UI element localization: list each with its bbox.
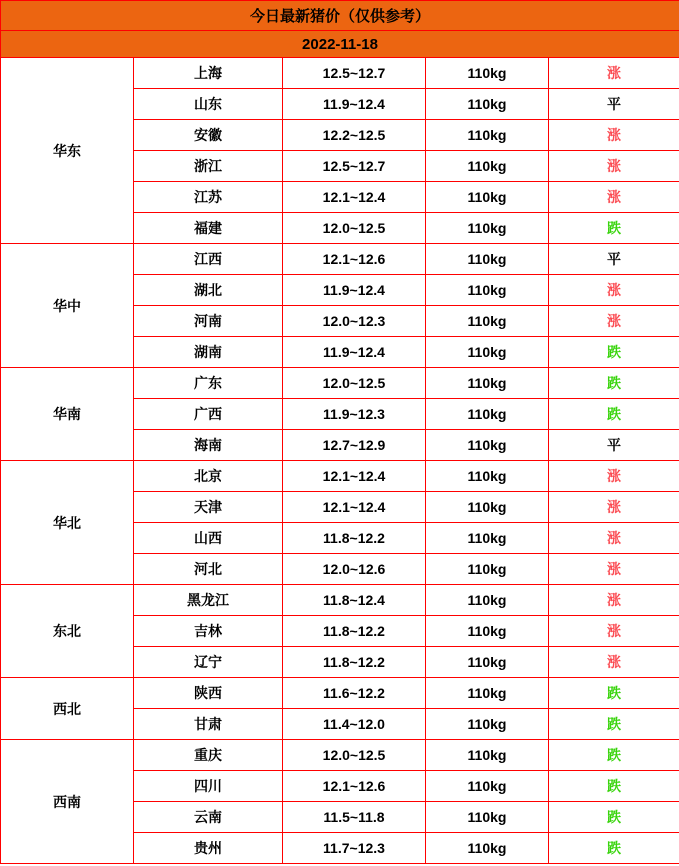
trend-cell: 涨 bbox=[549, 554, 679, 585]
price-cell: 12.0~12.6 bbox=[283, 554, 426, 585]
region-cell: 西南 bbox=[1, 740, 134, 864]
weight-cell: 110kg bbox=[426, 58, 549, 89]
price-cell: 12.2~12.5 bbox=[283, 120, 426, 151]
province-cell: 安徽 bbox=[134, 120, 283, 151]
weight-cell: 110kg bbox=[426, 151, 549, 182]
province-cell: 山西 bbox=[134, 523, 283, 554]
province-cell: 吉林 bbox=[134, 616, 283, 647]
province-cell: 陕西 bbox=[134, 678, 283, 709]
weight-cell: 110kg bbox=[426, 213, 549, 244]
trend-cell: 涨 bbox=[549, 306, 679, 337]
province-cell: 辽宁 bbox=[134, 647, 283, 678]
table-row bbox=[1, 740, 679, 771]
province-cell: 甘肃 bbox=[134, 709, 283, 740]
trend-cell: 涨 bbox=[549, 151, 679, 182]
weight-cell: 110kg bbox=[426, 709, 549, 740]
trend-cell: 涨 bbox=[549, 523, 679, 554]
weight-cell: 110kg bbox=[426, 244, 549, 275]
price-cell: 12.1~12.6 bbox=[283, 771, 426, 802]
weight-cell: 110kg bbox=[426, 833, 549, 864]
weight-cell: 110kg bbox=[426, 89, 549, 120]
province-cell: 北京 bbox=[134, 461, 283, 492]
trend-cell: 平 bbox=[549, 89, 679, 120]
weight-cell: 110kg bbox=[426, 554, 549, 585]
trend-cell: 涨 bbox=[549, 492, 679, 523]
trend-cell: 跌 bbox=[549, 678, 679, 709]
table-row bbox=[1, 461, 679, 492]
province-cell: 江西 bbox=[134, 244, 283, 275]
table-row bbox=[1, 678, 679, 709]
table-date: 2022-11-18 bbox=[1, 31, 679, 58]
price-cell: 11.9~12.3 bbox=[283, 399, 426, 430]
price-cell: 12.1~12.4 bbox=[283, 461, 426, 492]
trend-cell: 跌 bbox=[549, 213, 679, 244]
price-cell: 11.8~12.2 bbox=[283, 523, 426, 554]
region-cell: 华北 bbox=[1, 461, 134, 585]
region-cell: 华南 bbox=[1, 368, 134, 461]
weight-cell: 110kg bbox=[426, 430, 549, 461]
table-title: 今日最新猪价（仅供参考） bbox=[1, 1, 679, 31]
weight-cell: 110kg bbox=[426, 740, 549, 771]
weight-cell: 110kg bbox=[426, 678, 549, 709]
trend-cell: 跌 bbox=[549, 368, 679, 399]
weight-cell: 110kg bbox=[426, 492, 549, 523]
price-cell: 12.0~12.5 bbox=[283, 740, 426, 771]
table-row bbox=[1, 58, 679, 89]
weight-cell: 110kg bbox=[426, 771, 549, 802]
price-cell: 11.9~12.4 bbox=[283, 275, 426, 306]
trend-cell: 跌 bbox=[549, 740, 679, 771]
price-cell: 12.1~12.6 bbox=[283, 244, 426, 275]
province-cell: 贵州 bbox=[134, 833, 283, 864]
province-cell: 重庆 bbox=[134, 740, 283, 771]
region-cell: 西北 bbox=[1, 678, 134, 740]
price-cell: 11.6~12.2 bbox=[283, 678, 426, 709]
province-cell: 湖北 bbox=[134, 275, 283, 306]
price-cell: 12.5~12.7 bbox=[283, 151, 426, 182]
weight-cell: 110kg bbox=[426, 399, 549, 430]
trend-cell: 涨 bbox=[549, 616, 679, 647]
price-cell: 11.8~12.4 bbox=[283, 585, 426, 616]
trend-cell: 涨 bbox=[549, 647, 679, 678]
trend-cell: 跌 bbox=[549, 833, 679, 864]
trend-cell: 跌 bbox=[549, 709, 679, 740]
price-cell: 11.9~12.4 bbox=[283, 89, 426, 120]
price-cell: 12.5~12.7 bbox=[283, 58, 426, 89]
region-cell: 华中 bbox=[1, 244, 134, 368]
province-cell: 海南 bbox=[134, 430, 283, 461]
price-cell: 12.0~12.3 bbox=[283, 306, 426, 337]
province-cell: 广东 bbox=[134, 368, 283, 399]
table-row bbox=[1, 244, 679, 275]
price-cell: 11.7~12.3 bbox=[283, 833, 426, 864]
province-cell: 江苏 bbox=[134, 182, 283, 213]
weight-cell: 110kg bbox=[426, 523, 549, 554]
trend-cell: 涨 bbox=[549, 461, 679, 492]
price-cell: 12.1~12.4 bbox=[283, 492, 426, 523]
trend-cell: 跌 bbox=[549, 802, 679, 833]
province-cell: 云南 bbox=[134, 802, 283, 833]
province-cell: 浙江 bbox=[134, 151, 283, 182]
trend-cell: 跌 bbox=[549, 399, 679, 430]
weight-cell: 110kg bbox=[426, 802, 549, 833]
region-cell: 华东 bbox=[1, 58, 134, 244]
weight-cell: 110kg bbox=[426, 368, 549, 399]
table-row bbox=[1, 368, 679, 399]
weight-cell: 110kg bbox=[426, 306, 549, 337]
province-cell: 天津 bbox=[134, 492, 283, 523]
weight-cell: 110kg bbox=[426, 585, 549, 616]
price-cell: 11.8~12.2 bbox=[283, 647, 426, 678]
price-cell: 12.1~12.4 bbox=[283, 182, 426, 213]
trend-cell: 跌 bbox=[549, 337, 679, 368]
province-cell: 山东 bbox=[134, 89, 283, 120]
price-cell: 11.4~12.0 bbox=[283, 709, 426, 740]
province-cell: 广西 bbox=[134, 399, 283, 430]
date-row bbox=[1, 31, 679, 58]
trend-cell: 平 bbox=[549, 430, 679, 461]
province-cell: 湖南 bbox=[134, 337, 283, 368]
province-cell: 河南 bbox=[134, 306, 283, 337]
trend-cell: 平 bbox=[549, 244, 679, 275]
weight-cell: 110kg bbox=[426, 616, 549, 647]
price-cell: 12.0~12.5 bbox=[283, 368, 426, 399]
trend-cell: 涨 bbox=[549, 120, 679, 151]
province-cell: 福建 bbox=[134, 213, 283, 244]
table-header bbox=[1, 1, 679, 58]
price-cell: 12.0~12.5 bbox=[283, 213, 426, 244]
table-row bbox=[1, 585, 679, 616]
price-cell: 11.9~12.4 bbox=[283, 337, 426, 368]
trend-cell: 涨 bbox=[549, 182, 679, 213]
price-table-body bbox=[1, 58, 679, 864]
price-cell: 12.7~12.9 bbox=[283, 430, 426, 461]
weight-cell: 110kg bbox=[426, 647, 549, 678]
weight-cell: 110kg bbox=[426, 182, 549, 213]
province-cell: 黑龙江 bbox=[134, 585, 283, 616]
trend-cell: 涨 bbox=[549, 58, 679, 89]
weight-cell: 110kg bbox=[426, 337, 549, 368]
title-row bbox=[1, 1, 679, 31]
price-cell: 11.8~12.2 bbox=[283, 616, 426, 647]
region-cell: 东北 bbox=[1, 585, 134, 678]
province-cell: 四川 bbox=[134, 771, 283, 802]
weight-cell: 110kg bbox=[426, 120, 549, 151]
price-cell: 11.5~11.8 bbox=[283, 802, 426, 833]
weight-cell: 110kg bbox=[426, 461, 549, 492]
trend-cell: 跌 bbox=[549, 771, 679, 802]
weight-cell: 110kg bbox=[426, 275, 549, 306]
province-cell: 上海 bbox=[134, 58, 283, 89]
province-cell: 河北 bbox=[134, 554, 283, 585]
trend-cell: 涨 bbox=[549, 275, 679, 306]
trend-cell: 涨 bbox=[549, 585, 679, 616]
